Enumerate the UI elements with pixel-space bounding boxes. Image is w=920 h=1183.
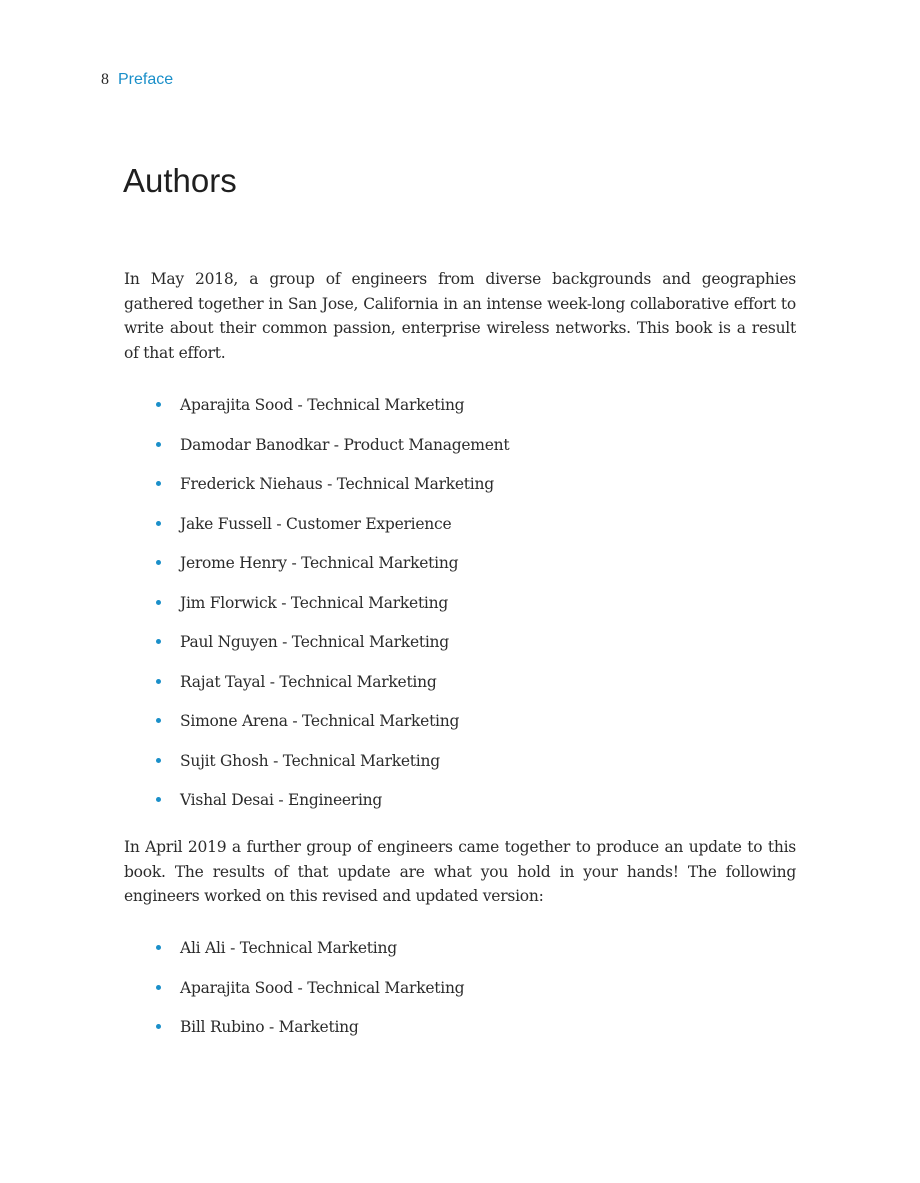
author-entry: Aparajita Sood - Technical Marketing [180, 978, 465, 997]
page-title: Authors [123, 162, 237, 199]
list-item [156, 670, 509, 710]
running-header [101, 69, 173, 91]
author-entry: Sujit Ghosh - Technical Marketing [180, 751, 440, 770]
author-entry: Jake Fussell - Customer Experience [180, 514, 452, 533]
bullet-icon [156, 985, 161, 990]
bullet-icon [156, 639, 161, 644]
bullet-icon [156, 1024, 161, 1029]
list-item [156, 1015, 464, 1055]
list-item [156, 472, 509, 512]
author-entry: Vishal Desai - Engineering [180, 791, 383, 809]
section-link[interactable]: Preface [118, 71, 174, 88]
bullet-icon [156, 521, 161, 526]
author-entry: Ali Ali - Technical Marketing [180, 939, 397, 957]
bullet-icon [156, 481, 161, 486]
bullet-icon [156, 442, 161, 447]
list-item [156, 393, 509, 433]
author-entry: Bill Rubino - Marketing [180, 1018, 359, 1036]
author-entry: Aparajita Sood - Technical Marketing [180, 396, 465, 414]
list-item [156, 433, 509, 473]
author-entry: Damodar Banodkar - Product Management [180, 435, 510, 454]
author-entry: Jim Florwick - Technical Marketing [180, 593, 449, 612]
update-section [124, 835, 796, 909]
page-number: 8 [101, 71, 109, 88]
bullet-icon [156, 758, 161, 763]
bullet-icon [156, 600, 161, 605]
list-item [156, 976, 464, 1016]
author-list-2019 [156, 936, 464, 1055]
list-item [156, 551, 509, 591]
list-item [156, 630, 509, 670]
list-item [156, 788, 509, 828]
author-entry: Rajat Tayal - Technical Marketing [180, 672, 437, 691]
intro-paragraph: In May 2018, a group of engineers from diverse backgrounds and geographies gathered together in San Jose, California in an intense week-long collaborative effort to write about their common passion, enterprise wireless networks. This book is a result of that effort. [124, 270, 796, 363]
list-item [156, 591, 509, 631]
intro-section [124, 267, 796, 366]
bullet-icon [156, 718, 161, 723]
update-paragraph: In April 2019 a further group of engineers came together to produce an update to this book. The results of that update are what you hold in your hands! The following engineers worked on this revised and updated version: [124, 838, 796, 906]
author-entry: Simone Arena - Technical Marketing [180, 712, 460, 730]
bullet-icon [156, 679, 161, 684]
author-entry: Frederick Niehaus - Technical Marketing [180, 475, 494, 493]
list-item [156, 709, 509, 749]
bullet-icon [156, 945, 161, 950]
author-entry: Jerome Henry - Technical Marketing [180, 554, 459, 572]
bullet-icon [156, 797, 161, 802]
list-item [156, 749, 509, 789]
author-list-2018 [156, 393, 509, 828]
list-item [156, 512, 509, 552]
list-item [156, 936, 464, 976]
author-entry: Paul Nguyen - Technical Marketing [180, 633, 449, 651]
bullet-icon [156, 402, 161, 407]
bullet-icon [156, 560, 161, 565]
